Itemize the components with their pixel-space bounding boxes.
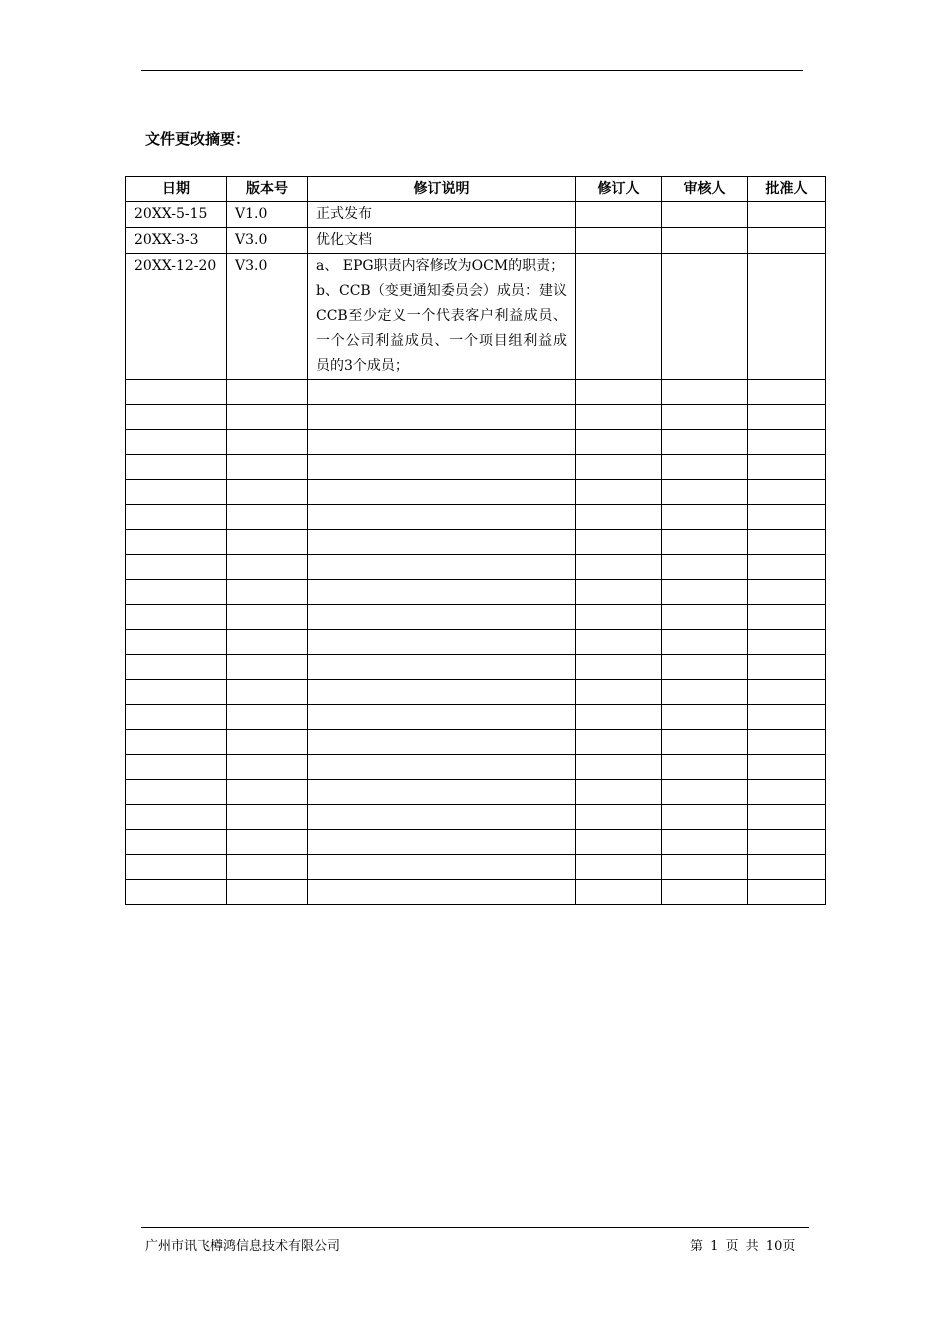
description-line: 正式发布 — [316, 206, 372, 222]
table-row — [126, 505, 826, 530]
cell-reviewer — [662, 530, 748, 555]
cell-date — [126, 455, 227, 480]
cell-description — [308, 705, 576, 730]
table-row — [126, 705, 826, 730]
cell-version — [227, 580, 308, 605]
cell-reviewer — [662, 880, 748, 905]
cell-date — [126, 630, 227, 655]
cell-date — [126, 430, 227, 455]
cell-reviewer — [662, 555, 748, 580]
description-line: a、 EPG职责内容修改为OCM的职责； — [316, 258, 565, 274]
table-row — [126, 805, 826, 830]
table-row — [126, 880, 826, 905]
cell-date — [126, 680, 227, 705]
header-description: 修订说明 — [308, 177, 576, 202]
cell-approver — [748, 228, 826, 254]
cell-description — [308, 880, 576, 905]
cell-version: V3.0 — [227, 228, 308, 254]
footer-rule — [141, 1227, 809, 1228]
cell-approver — [748, 580, 826, 605]
cell-description — [308, 505, 576, 530]
cell-date — [126, 605, 227, 630]
cell-date — [126, 730, 227, 755]
cell-reviser — [576, 630, 662, 655]
cell-description — [308, 730, 576, 755]
cell-version — [227, 605, 308, 630]
cell-version — [227, 680, 308, 705]
cell-reviewer — [662, 254, 748, 380]
cell-version — [227, 555, 308, 580]
cell-reviewer — [662, 830, 748, 855]
cell-reviewer — [662, 505, 748, 530]
cell-approver — [748, 880, 826, 905]
table-row — [126, 680, 826, 705]
header-version: 版本号 — [227, 177, 308, 202]
cell-reviewer — [662, 680, 748, 705]
header-date: 日期 — [126, 177, 227, 202]
cell-approver — [748, 430, 826, 455]
cell-version — [227, 655, 308, 680]
cell-reviewer — [662, 455, 748, 480]
cell-approver — [748, 805, 826, 830]
cell-date — [126, 580, 227, 605]
cell-description — [308, 680, 576, 705]
cell-version — [227, 780, 308, 805]
header-reviewer: 审核人 — [662, 177, 748, 202]
cell-approver — [748, 480, 826, 505]
cell-reviser — [576, 730, 662, 755]
cell-approver — [748, 630, 826, 655]
cell-approver — [748, 705, 826, 730]
cell-date: 20XX-12-20 — [126, 254, 227, 380]
cell-date — [126, 780, 227, 805]
cell-reviewer — [662, 605, 748, 630]
cell-version: V1.0 — [227, 202, 308, 228]
cell-reviewer — [662, 580, 748, 605]
cell-date — [126, 830, 227, 855]
cell-reviser — [576, 505, 662, 530]
cell-reviser — [576, 202, 662, 228]
table-row — [126, 380, 826, 405]
cell-reviser — [576, 780, 662, 805]
cell-reviser — [576, 228, 662, 254]
table-row — [126, 605, 826, 630]
cell-reviewer — [662, 730, 748, 755]
cell-approver — [748, 730, 826, 755]
cell-reviser — [576, 455, 662, 480]
cell-description — [308, 855, 576, 880]
cell-approver — [748, 855, 826, 880]
cell-reviser — [576, 580, 662, 605]
cell-date — [126, 805, 227, 830]
table-row — [126, 530, 826, 555]
cell-reviser — [576, 480, 662, 505]
cell-reviser — [576, 430, 662, 455]
table-row — [126, 630, 826, 655]
table-row — [126, 730, 826, 755]
cell-description — [308, 530, 576, 555]
table-row — [126, 855, 826, 880]
cell-description — [308, 555, 576, 580]
cell-reviser — [576, 880, 662, 905]
cell-reviser — [576, 380, 662, 405]
cell-date — [126, 880, 227, 905]
table-row — [126, 405, 826, 430]
cell-date — [126, 755, 227, 780]
cell-description — [308, 630, 576, 655]
cell-description — [308, 430, 576, 455]
cell-version — [227, 855, 308, 880]
description-line: b、CCB（变更通知委员会）成员：建议CCB至少定义一个代表客户利益成员、一个公司利益成员、一个项目组利益成员的3个成员； — [316, 283, 567, 374]
cell-version — [227, 805, 308, 830]
revision-table — [125, 176, 826, 905]
cell-date — [126, 555, 227, 580]
cell-version — [227, 480, 308, 505]
cell-version — [227, 505, 308, 530]
cell-reviewer — [662, 780, 748, 805]
table-row — [126, 655, 826, 680]
cell-date — [126, 530, 227, 555]
table-row — [126, 580, 826, 605]
cell-reviser — [576, 680, 662, 705]
cell-description — [308, 780, 576, 805]
cell-approver — [748, 254, 826, 380]
table-row — [126, 430, 826, 455]
cell-reviser — [576, 254, 662, 380]
cell-reviewer — [662, 855, 748, 880]
cell-description — [308, 655, 576, 680]
table-row — [126, 830, 826, 855]
header-approver: 批准人 — [748, 177, 826, 202]
cell-approver — [748, 680, 826, 705]
table-row — [126, 755, 826, 780]
cell-approver — [748, 605, 826, 630]
table-row — [126, 480, 826, 505]
cell-date — [126, 505, 227, 530]
cell-approver — [748, 530, 826, 555]
cell-approver — [748, 202, 826, 228]
table-row — [126, 555, 826, 580]
description-line: 优化文档 — [316, 232, 372, 248]
cell-version — [227, 630, 308, 655]
cell-approver — [748, 380, 826, 405]
cell-date: 20XX-3-3 — [126, 228, 227, 254]
cell-approver — [748, 455, 826, 480]
cell-version: V3.0 — [227, 254, 308, 380]
cell-reviser — [576, 530, 662, 555]
cell-description — [308, 405, 576, 430]
cell-approver — [748, 755, 826, 780]
cell-version — [227, 530, 308, 555]
cell-reviewer — [662, 755, 748, 780]
cell-reviewer — [662, 202, 748, 228]
cell-date — [126, 480, 227, 505]
section-title: 文件更改摘要： — [145, 130, 251, 148]
cell-description — [308, 228, 576, 254]
cell-version — [227, 730, 308, 755]
cell-date — [126, 855, 227, 880]
cell-description — [308, 455, 576, 480]
cell-version — [227, 755, 308, 780]
cell-approver — [748, 780, 826, 805]
cell-date — [126, 380, 227, 405]
table-row — [126, 254, 826, 380]
cell-version — [227, 880, 308, 905]
cell-reviewer — [662, 655, 748, 680]
table-header-row — [126, 177, 826, 202]
cell-description — [308, 805, 576, 830]
cell-reviewer — [662, 480, 748, 505]
cell-reviser — [576, 405, 662, 430]
cell-version — [227, 830, 308, 855]
cell-description — [308, 202, 576, 228]
table-row — [126, 455, 826, 480]
cell-description — [308, 755, 576, 780]
cell-approver — [748, 655, 826, 680]
cell-reviewer — [662, 228, 748, 254]
header-reviser: 修订人 — [576, 177, 662, 202]
cell-reviewer — [662, 805, 748, 830]
cell-reviser — [576, 830, 662, 855]
cell-description — [308, 580, 576, 605]
cell-date — [126, 405, 227, 430]
cell-reviser — [576, 555, 662, 580]
cell-description — [308, 830, 576, 855]
cell-version — [227, 380, 308, 405]
cell-approver — [748, 555, 826, 580]
table-row — [126, 202, 826, 228]
cell-reviewer — [662, 405, 748, 430]
cell-version — [227, 705, 308, 730]
cell-description — [308, 380, 576, 405]
cell-reviewer — [662, 705, 748, 730]
cell-approver — [748, 505, 826, 530]
cell-date — [126, 705, 227, 730]
cell-description — [308, 254, 576, 380]
cell-reviser — [576, 855, 662, 880]
cell-reviewer — [662, 380, 748, 405]
cell-description — [308, 480, 576, 505]
cell-reviewer — [662, 630, 748, 655]
cell-approver — [748, 405, 826, 430]
cell-version — [227, 455, 308, 480]
table-row — [126, 780, 826, 805]
cell-reviser — [576, 705, 662, 730]
header-rule — [141, 70, 803, 71]
cell-approver — [748, 830, 826, 855]
cell-reviser — [576, 755, 662, 780]
cell-reviewer — [662, 430, 748, 455]
footer-company: 广州市讯飞樽鸿信息技术有限公司 — [145, 1239, 341, 1254]
cell-date — [126, 655, 227, 680]
cell-version — [227, 405, 308, 430]
cell-date: 20XX-5-15 — [126, 202, 227, 228]
table-row — [126, 228, 826, 254]
cell-description — [308, 605, 576, 630]
cell-version — [227, 430, 308, 455]
cell-reviser — [576, 605, 662, 630]
footer-page-info: 第 1 页 共 10页 — [690, 1239, 796, 1254]
cell-reviser — [576, 805, 662, 830]
cell-reviser — [576, 655, 662, 680]
